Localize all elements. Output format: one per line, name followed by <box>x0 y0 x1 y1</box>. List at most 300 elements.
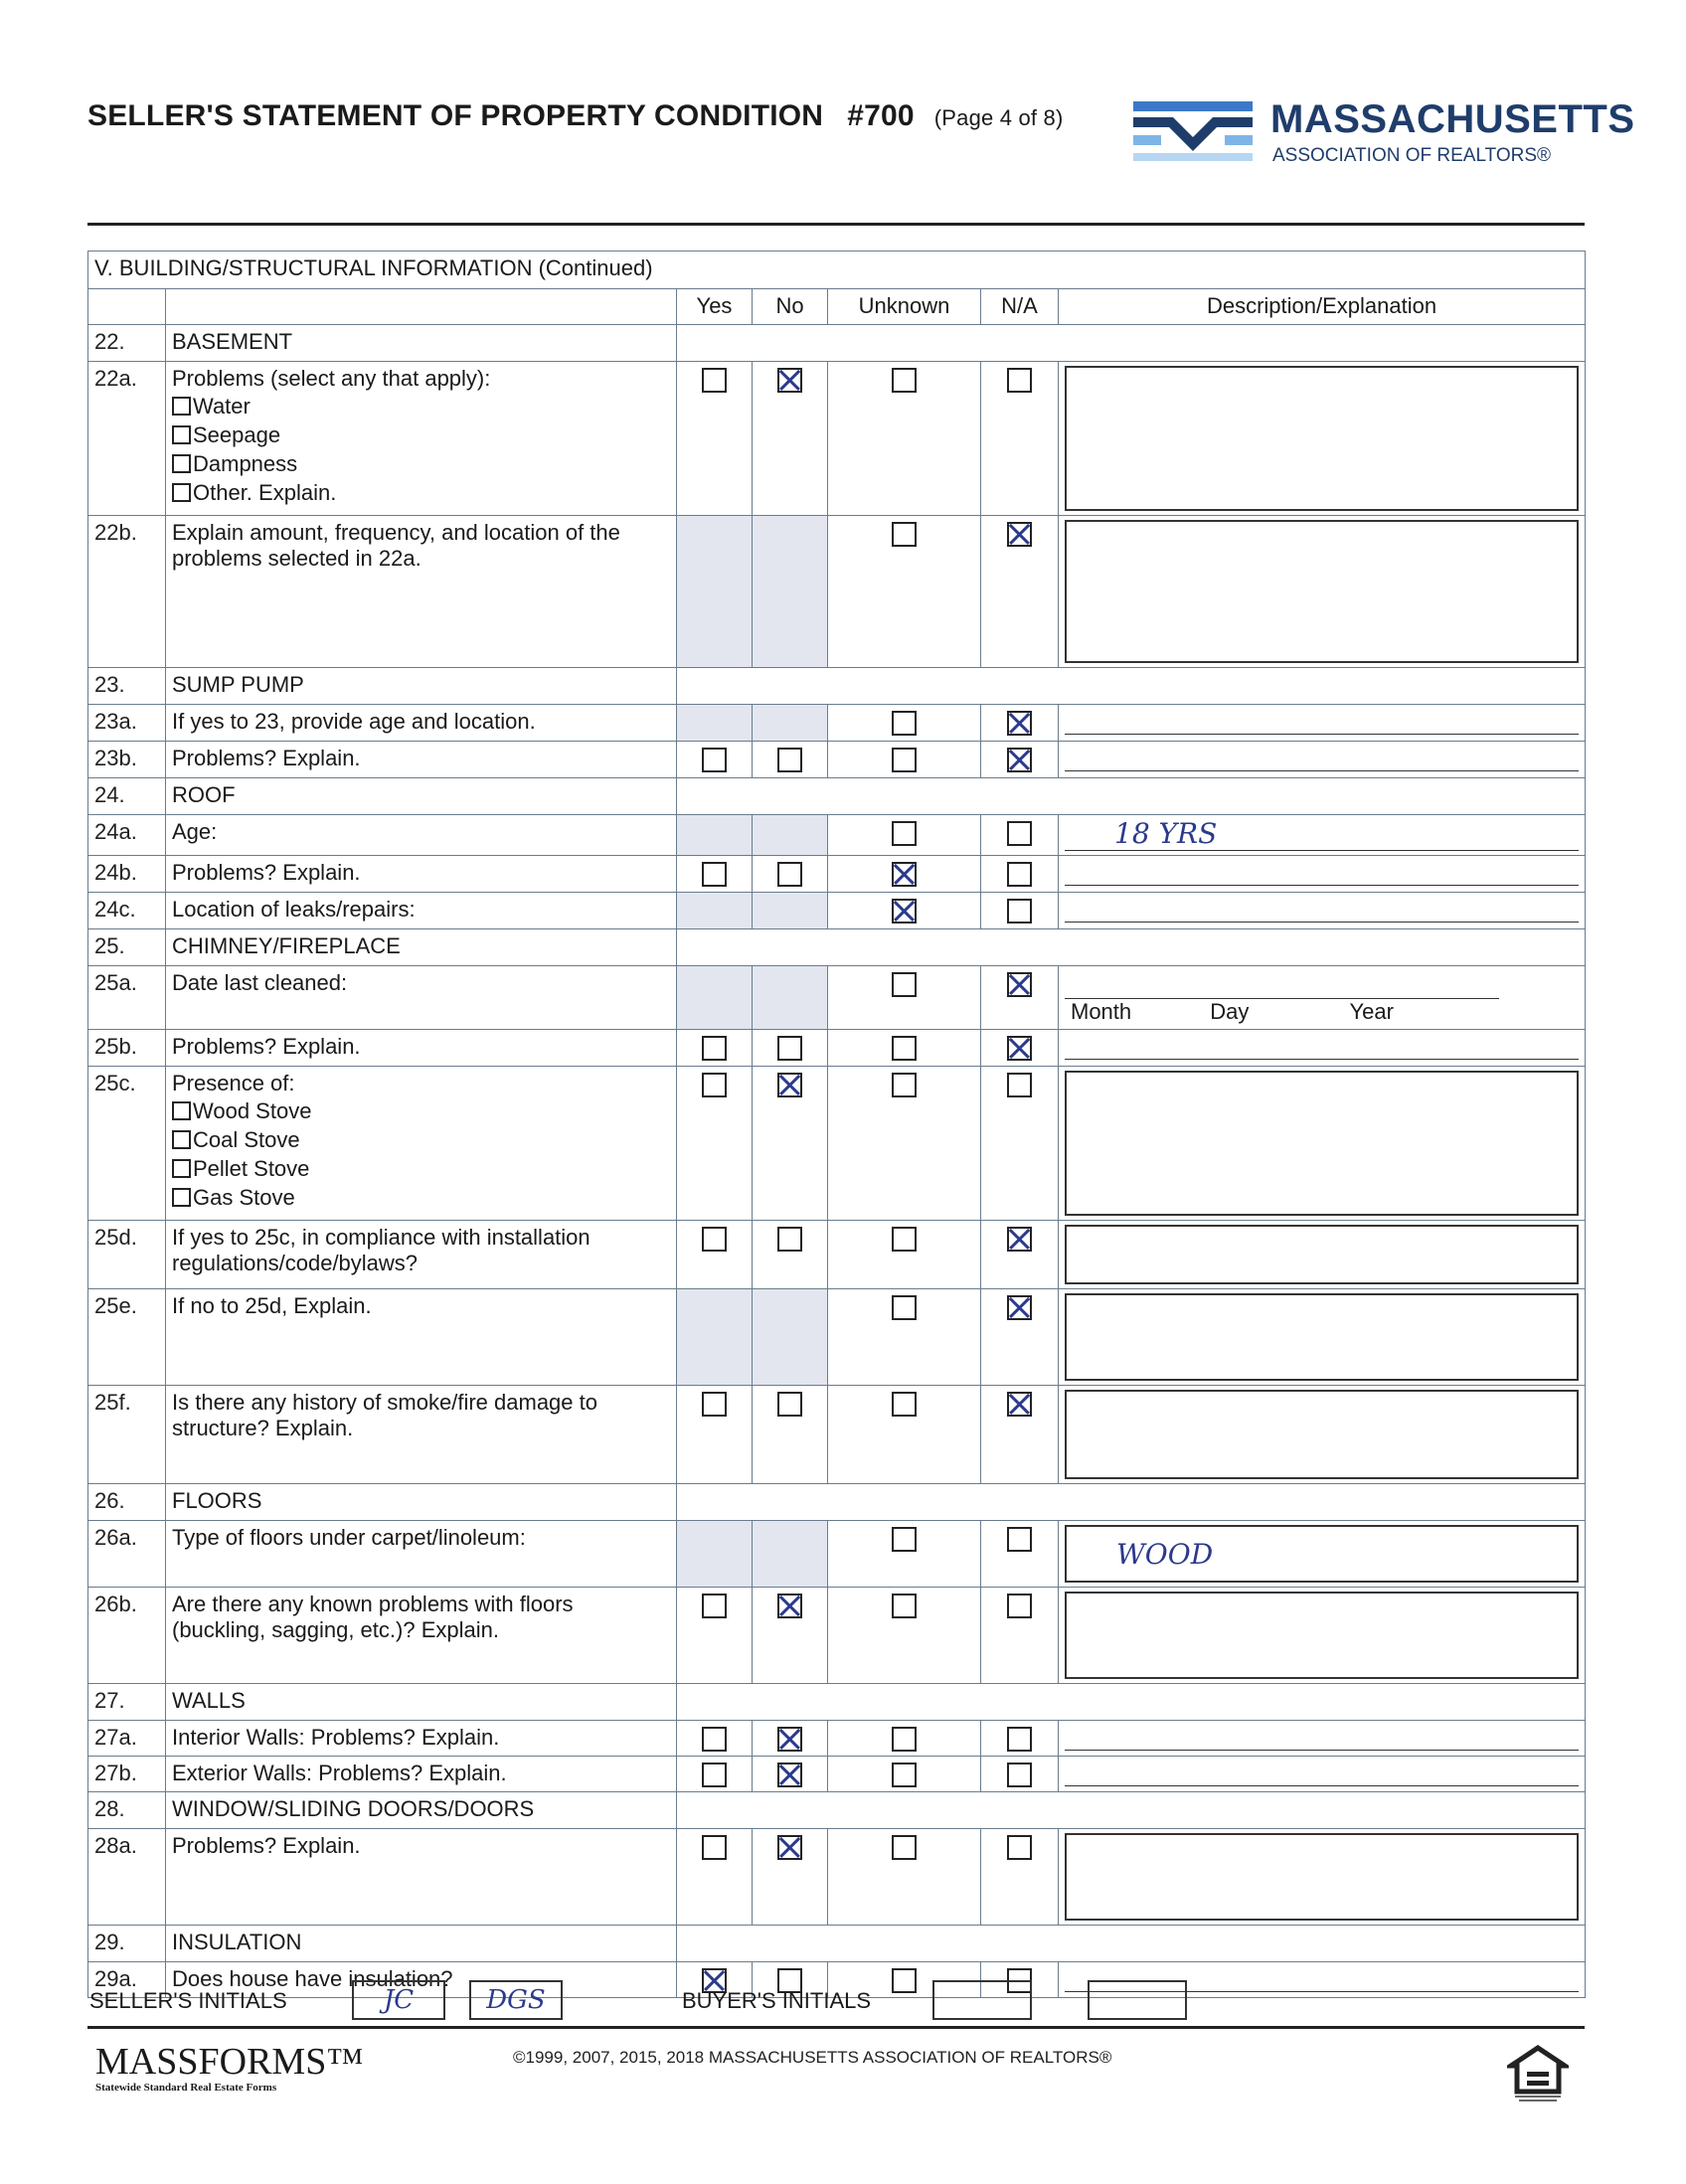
no-checkbox[interactable] <box>777 1594 802 1618</box>
explanation-field[interactable] <box>1065 1293 1579 1381</box>
table-cell <box>677 1757 753 1792</box>
na-checkbox[interactable] <box>1007 368 1032 393</box>
table-cell <box>1059 1521 1586 1588</box>
table-cell <box>677 1792 1586 1829</box>
row-number: 22a. <box>88 362 166 516</box>
table-cell <box>753 856 828 893</box>
table-row <box>88 1829 1586 1926</box>
table-cell <box>981 1067 1059 1221</box>
row-number: 25d. <box>88 1221 166 1289</box>
equal-housing-icon <box>1507 2044 1569 2103</box>
table-cell <box>828 893 981 929</box>
row-number: 25e. <box>88 1289 166 1386</box>
yes-checkbox[interactable] <box>702 748 727 772</box>
row-number: 26a. <box>88 1521 166 1588</box>
table-cell <box>1059 815 1586 856</box>
table-cell <box>677 1289 753 1386</box>
seller-initials-label: SELLER'S INITIALS <box>89 1988 287 2013</box>
checkbox[interactable] <box>172 1130 191 1149</box>
table-cell <box>1059 1721 1586 1757</box>
col-unknown: Unknown <box>828 289 981 325</box>
table-cell <box>828 856 981 893</box>
table-cell <box>677 362 753 516</box>
option-seepage[interactable] <box>172 420 670 449</box>
table-cell <box>828 516 981 668</box>
floor-type-answer[interactable]: WOOD <box>1065 1525 1579 1583</box>
label-text: Other. Explain. <box>193 480 337 505</box>
unknown-checkbox[interactable] <box>892 1227 917 1252</box>
explanation-field[interactable] <box>1065 1390 1579 1479</box>
label-text: Seepage <box>193 422 281 447</box>
row-number: 24b. <box>88 856 166 893</box>
unknown-checkbox[interactable] <box>892 1073 917 1097</box>
table-cell: Interior Walls: Problems? Explain. <box>166 1721 677 1757</box>
label-text: Day <box>1210 999 1250 1024</box>
mar-logo-icon <box>1133 101 1253 167</box>
table-row <box>88 1588 1586 1684</box>
table-cell <box>828 966 981 1030</box>
table-cell <box>677 893 753 929</box>
checkbox[interactable] <box>172 1159 191 1178</box>
checkbox[interactable] <box>172 454 191 473</box>
footer-rule <box>87 2026 1585 2029</box>
explanation-field[interactable] <box>1065 746 1579 771</box>
table-cell: Problems? Explain. <box>166 856 677 893</box>
table-cell <box>1059 856 1586 893</box>
table-row <box>88 929 1586 966</box>
no-checkbox[interactable] <box>777 1835 802 1860</box>
table-cell <box>677 1521 753 1588</box>
row-number: 24c. <box>88 893 166 929</box>
table-row <box>88 516 1586 668</box>
table-row <box>88 1030 1586 1067</box>
explanation-field[interactable] <box>1065 1071 1579 1216</box>
table-cell <box>753 742 828 778</box>
table-cell <box>828 362 981 516</box>
label-text: Year <box>1349 999 1394 1024</box>
table-cell <box>1059 1588 1586 1684</box>
table-cell <box>1059 1386 1586 1484</box>
na-checkbox[interactable] <box>1007 1295 1032 1320</box>
explanation-field[interactable] <box>1065 860 1579 886</box>
unknown-checkbox[interactable] <box>892 1594 917 1618</box>
label-text: Dampness <box>193 451 298 476</box>
unknown-checkbox[interactable] <box>892 1527 917 1552</box>
yes-checkbox[interactable] <box>702 368 727 393</box>
label-text: Pellet Stove <box>193 1156 310 1181</box>
table-row <box>88 1067 1586 1221</box>
table-cell: Problems? Explain. <box>166 1030 677 1067</box>
table-cell <box>981 893 1059 929</box>
table-cell <box>753 362 828 516</box>
yes-checkbox[interactable] <box>702 862 727 887</box>
table-row <box>88 362 1586 516</box>
na-checkbox[interactable] <box>1007 1594 1032 1618</box>
table-cell <box>828 742 981 778</box>
col-no: No <box>753 289 828 325</box>
table-row <box>88 1721 1586 1757</box>
table-cell <box>981 1757 1059 1792</box>
no-checkbox[interactable] <box>777 368 802 393</box>
row-number: 28. <box>88 1792 166 1829</box>
checkbox[interactable] <box>172 1188 191 1207</box>
explanation-field[interactable] <box>1065 1833 1579 1921</box>
row-number: 26b. <box>88 1588 166 1684</box>
table-cell <box>753 1067 828 1221</box>
yes-checkbox[interactable] <box>702 1763 727 1787</box>
table-cell: Age: <box>166 815 677 856</box>
row-number: 27. <box>88 1684 166 1721</box>
table-cell: If no to 25d, Explain. <box>166 1289 677 1386</box>
row-number: 23. <box>88 668 166 705</box>
initials-bar <box>87 1980 1585 2020</box>
unknown-checkbox[interactable] <box>892 1727 917 1752</box>
na-checkbox[interactable] <box>1007 972 1032 997</box>
yes-checkbox[interactable] <box>702 1036 727 1061</box>
table-cell <box>1059 966 1586 1030</box>
row-number: 27b. <box>88 1757 166 1792</box>
table-row <box>88 1484 1586 1521</box>
row-number: 23a. <box>88 705 166 742</box>
na-checkbox[interactable] <box>1007 1527 1032 1552</box>
explanation-field[interactable] <box>1065 1034 1579 1060</box>
table-cell <box>677 1386 753 1484</box>
row-number: 25f. <box>88 1386 166 1484</box>
table-cell <box>1059 1757 1586 1792</box>
table-cell: Date last cleaned: <box>166 966 677 1030</box>
label-text: Wood Stove <box>193 1098 312 1123</box>
explanation-field[interactable] <box>1065 1225 1579 1284</box>
label-text: Water <box>193 394 251 419</box>
unknown-checkbox[interactable] <box>892 1763 917 1787</box>
label-text: Presence of: <box>172 1071 295 1095</box>
table-cell: Does house have insulation? <box>166 1962 677 1998</box>
yes-checkbox[interactable] <box>702 1227 727 1252</box>
page-indicator: (Page 4 of 8) <box>933 105 1064 130</box>
unknown-checkbox[interactable] <box>892 1295 917 1320</box>
table-cell <box>753 1721 828 1757</box>
row-number: 27a. <box>88 1721 166 1757</box>
na-checkbox[interactable] <box>1007 1392 1032 1417</box>
unknown-checkbox[interactable] <box>892 368 917 393</box>
table-cell <box>981 705 1059 742</box>
label-text: Coal Stove <box>193 1127 300 1152</box>
table-cell <box>981 362 1059 516</box>
buyer-initial-1[interactable] <box>932 1980 1032 2020</box>
table-cell <box>677 705 753 742</box>
row-number: 25. <box>88 929 166 966</box>
table-cell <box>828 1067 981 1221</box>
row-number: 25b. <box>88 1030 166 1067</box>
massforms-logo: MASSFORMS™ <box>95 2041 364 2083</box>
header-rule <box>87 223 1585 226</box>
col-description: Description/Explanation <box>1059 289 1586 325</box>
explanation-field[interactable] <box>1065 709 1579 735</box>
table-row <box>88 705 1586 742</box>
table-cell <box>166 362 677 516</box>
table-cell <box>677 1067 753 1221</box>
option-dampness[interactable] <box>172 449 670 478</box>
checkbox[interactable] <box>172 1101 191 1120</box>
table-cell: Is there any history of smoke/fire damage to structure? Explain. <box>166 1386 677 1484</box>
table-row <box>88 1684 1586 1721</box>
label-text: Gas Stove <box>193 1185 295 1210</box>
no-checkbox[interactable] <box>777 1727 802 1752</box>
table-cell <box>753 1588 828 1684</box>
buyer-initial-2[interactable] <box>1088 1980 1187 2020</box>
table-cell <box>981 742 1059 778</box>
table-cell <box>1059 742 1586 778</box>
na-checkbox[interactable] <box>1007 1727 1032 1752</box>
table-cell <box>828 705 981 742</box>
row-heading: CHIMNEY/FIREPLACE <box>166 929 677 966</box>
table-cell <box>1059 705 1586 742</box>
table-cell <box>828 1757 981 1792</box>
table-cell <box>677 1721 753 1757</box>
table-cell <box>166 1067 677 1221</box>
column-headers <box>88 289 1586 325</box>
table-cell <box>753 1829 828 1926</box>
section-title: V. BUILDING/STRUCTURAL INFORMATION (Continued) <box>88 252 1586 289</box>
option-water[interactable] <box>172 392 670 420</box>
na-checkbox[interactable] <box>1007 748 1032 772</box>
table-cell <box>677 966 753 1030</box>
massforms-tagline: Statewide Standard Real Estate Forms <box>95 2082 277 2094</box>
form-title <box>87 99 1064 133</box>
table-cell <box>753 705 828 742</box>
table-cell: Problems? Explain. <box>166 1829 677 1926</box>
table-cell <box>981 1521 1059 1588</box>
table-cell <box>753 516 828 668</box>
row-number: 25a. <box>88 966 166 1030</box>
table-row <box>88 1757 1586 1792</box>
row-heading: ROOF <box>166 778 677 815</box>
na-checkbox[interactable] <box>1007 1036 1032 1061</box>
table-cell <box>677 778 1586 815</box>
row-number: 25c. <box>88 1067 166 1221</box>
row-heading: BASEMENT <box>166 325 677 362</box>
table-cell: Explain amount, frequency, and location of the problems selected in 22a. <box>166 516 677 668</box>
row-heading: SUMP PUMP <box>166 668 677 705</box>
row-number: 28a. <box>88 1829 166 1926</box>
table-cell <box>677 1684 1586 1721</box>
label-text: Problems (select any that apply): <box>172 366 491 391</box>
table-cell <box>677 856 753 893</box>
table-row <box>88 856 1586 893</box>
buyer-initials-label: BUYER'S INITIALS <box>682 1988 872 2013</box>
table-cell <box>828 1829 981 1926</box>
table-cell <box>981 1588 1059 1684</box>
option-gas-stove[interactable] <box>172 1183 670 1212</box>
col-yes: Yes <box>677 289 753 325</box>
table-cell <box>828 815 981 856</box>
table-cell <box>677 1926 1586 1962</box>
seller-initial-1[interactable]: JC <box>352 1980 445 2020</box>
explanation-field[interactable] <box>1065 1592 1579 1679</box>
table-cell <box>828 1721 981 1757</box>
building-structural-table <box>87 251 1586 1998</box>
table-cell <box>981 1386 1059 1484</box>
table-cell <box>981 815 1059 856</box>
option-pellet-stove[interactable] <box>172 1154 670 1183</box>
table-row <box>88 742 1586 778</box>
na-checkbox[interactable] <box>1007 862 1032 887</box>
table-row <box>88 966 1586 1030</box>
no-checkbox[interactable] <box>777 748 802 772</box>
na-checkbox[interactable] <box>1007 899 1032 924</box>
row-number: 23b. <box>88 742 166 778</box>
row-heading: WALLS <box>166 1684 677 1721</box>
no-checkbox[interactable] <box>777 1073 802 1097</box>
seller-initial-2[interactable]: DGS <box>469 1980 563 2020</box>
checkbox[interactable] <box>172 425 191 444</box>
table-cell <box>753 966 828 1030</box>
row-number: 22. <box>88 325 166 362</box>
unknown-checkbox[interactable] <box>892 522 917 547</box>
yes-checkbox[interactable] <box>702 1392 727 1417</box>
table-cell <box>753 893 828 929</box>
table-cell <box>677 1829 753 1926</box>
row-number: 24a. <box>88 815 166 856</box>
copyright-notice: ©1999, 2007, 2015, 2018 MASSACHUSETTS ASSOCIATION OF REALTORS® <box>513 2048 1112 2067</box>
table-cell: Problems? Explain. <box>166 742 677 778</box>
page-header <box>87 95 1635 175</box>
table-cell: Location of leaks/repairs: <box>166 893 677 929</box>
unknown-checkbox[interactable] <box>892 1392 917 1417</box>
option-coal-stove[interactable] <box>172 1125 670 1154</box>
table-cell <box>828 1030 981 1067</box>
no-checkbox[interactable] <box>777 862 802 887</box>
no-checkbox[interactable] <box>777 1392 802 1417</box>
row-number: 29a. <box>88 1962 166 1998</box>
checkbox[interactable] <box>172 397 191 416</box>
unknown-checkbox[interactable] <box>892 711 917 736</box>
na-checkbox[interactable] <box>1007 821 1032 846</box>
explanation-field[interactable] <box>1065 520 1579 663</box>
table-row <box>88 815 1586 856</box>
table-cell <box>1059 1289 1586 1386</box>
table-cell <box>677 1588 753 1684</box>
table-cell <box>677 929 1586 966</box>
table-cell <box>753 1386 828 1484</box>
roof-age-answer[interactable]: 18 YRS <box>1065 819 1579 851</box>
na-checkbox[interactable] <box>1007 1073 1032 1097</box>
table-cell: If yes to 23, provide age and location. <box>166 705 677 742</box>
option-wood-stove[interactable] <box>172 1096 670 1125</box>
table-cell <box>981 516 1059 668</box>
table-cell <box>981 1721 1059 1757</box>
table-row <box>88 1926 1586 1962</box>
table-cell <box>828 1289 981 1386</box>
table-cell <box>1059 362 1586 516</box>
table-cell <box>828 1588 981 1684</box>
na-checkbox[interactable] <box>1007 1763 1032 1787</box>
na-checkbox[interactable] <box>1007 522 1032 547</box>
option-other[interactable] <box>172 478 670 507</box>
table-cell <box>1059 1829 1586 1926</box>
no-checkbox[interactable] <box>777 1763 802 1787</box>
table-cell <box>677 1484 1586 1521</box>
table-cell <box>1059 1030 1586 1067</box>
table-cell <box>981 856 1059 893</box>
date-cleaned-field[interactable] <box>1065 998 1499 1025</box>
explanation-field[interactable] <box>1065 1761 1579 1786</box>
yes-checkbox[interactable] <box>702 1073 727 1097</box>
table-cell <box>828 1386 981 1484</box>
unknown-checkbox[interactable] <box>892 1835 917 1860</box>
table-cell <box>1059 1221 1586 1289</box>
unknown-checkbox[interactable] <box>892 821 917 846</box>
unknown-checkbox[interactable] <box>892 748 917 772</box>
na-checkbox[interactable] <box>1007 1227 1032 1252</box>
explanation-field[interactable] <box>1065 897 1579 923</box>
row-number: 29. <box>88 1926 166 1962</box>
unknown-checkbox[interactable] <box>892 972 917 997</box>
table-cell <box>981 1829 1059 1926</box>
no-checkbox[interactable] <box>777 1227 802 1252</box>
checkbox[interactable] <box>172 483 191 502</box>
table-cell <box>753 1289 828 1386</box>
table-row <box>88 1792 1586 1829</box>
table-row <box>88 1289 1586 1386</box>
yes-checkbox[interactable] <box>702 1594 727 1618</box>
table-cell <box>753 1030 828 1067</box>
unknown-checkbox[interactable] <box>892 862 917 887</box>
table-cell <box>981 966 1059 1030</box>
label-text: Month <box>1071 999 1132 1024</box>
table-cell <box>677 668 1586 705</box>
explanation-field[interactable] <box>1065 366 1579 511</box>
table-cell <box>753 815 828 856</box>
table-cell: Are there any known problems with floors (buckling, sagging, etc.)? Explain. <box>166 1588 677 1684</box>
yes-checkbox[interactable] <box>702 1835 727 1860</box>
table-row <box>88 893 1586 929</box>
table-cell <box>677 815 753 856</box>
table-cell <box>753 1221 828 1289</box>
table-cell <box>753 1757 828 1792</box>
unknown-checkbox[interactable] <box>892 899 917 924</box>
table-row <box>88 325 1586 362</box>
form-number: #700 <box>847 99 915 132</box>
row-number: 24. <box>88 778 166 815</box>
table-cell: If yes to 25c, in compliance with installation regulations/code/bylaws? <box>166 1221 677 1289</box>
assoc-subtitle: ASSOCIATION OF REALTORS® <box>1272 145 1552 166</box>
table-row <box>88 1521 1586 1588</box>
table-cell <box>1059 893 1586 929</box>
row-heading: WINDOW/SLIDING DOORS/DOORS <box>166 1792 677 1829</box>
table-cell: Exterior Walls: Problems? Explain. <box>166 1757 677 1792</box>
table-row <box>88 1386 1586 1484</box>
table-cell <box>1059 516 1586 668</box>
explanation-field[interactable] <box>1065 1725 1579 1751</box>
table-cell <box>677 325 1586 362</box>
row-number: 26. <box>88 1484 166 1521</box>
assoc-name: MASSACHUSETTS <box>1270 97 1635 141</box>
table-cell <box>981 1289 1059 1386</box>
unknown-checkbox[interactable] <box>892 1036 917 1061</box>
table-cell <box>828 1221 981 1289</box>
table-cell <box>1059 1067 1586 1221</box>
row-number: 22b. <box>88 516 166 668</box>
table-cell <box>828 1521 981 1588</box>
na-checkbox[interactable] <box>1007 1835 1032 1860</box>
label-text: SELLER'S STATEMENT OF PROPERTY CONDITION <box>87 99 824 132</box>
yes-checkbox[interactable] <box>702 1727 727 1752</box>
na-checkbox[interactable] <box>1007 711 1032 736</box>
table-cell: Type of floors under carpet/linoleum: <box>166 1521 677 1588</box>
no-checkbox[interactable] <box>777 1036 802 1061</box>
table-row <box>88 778 1586 815</box>
